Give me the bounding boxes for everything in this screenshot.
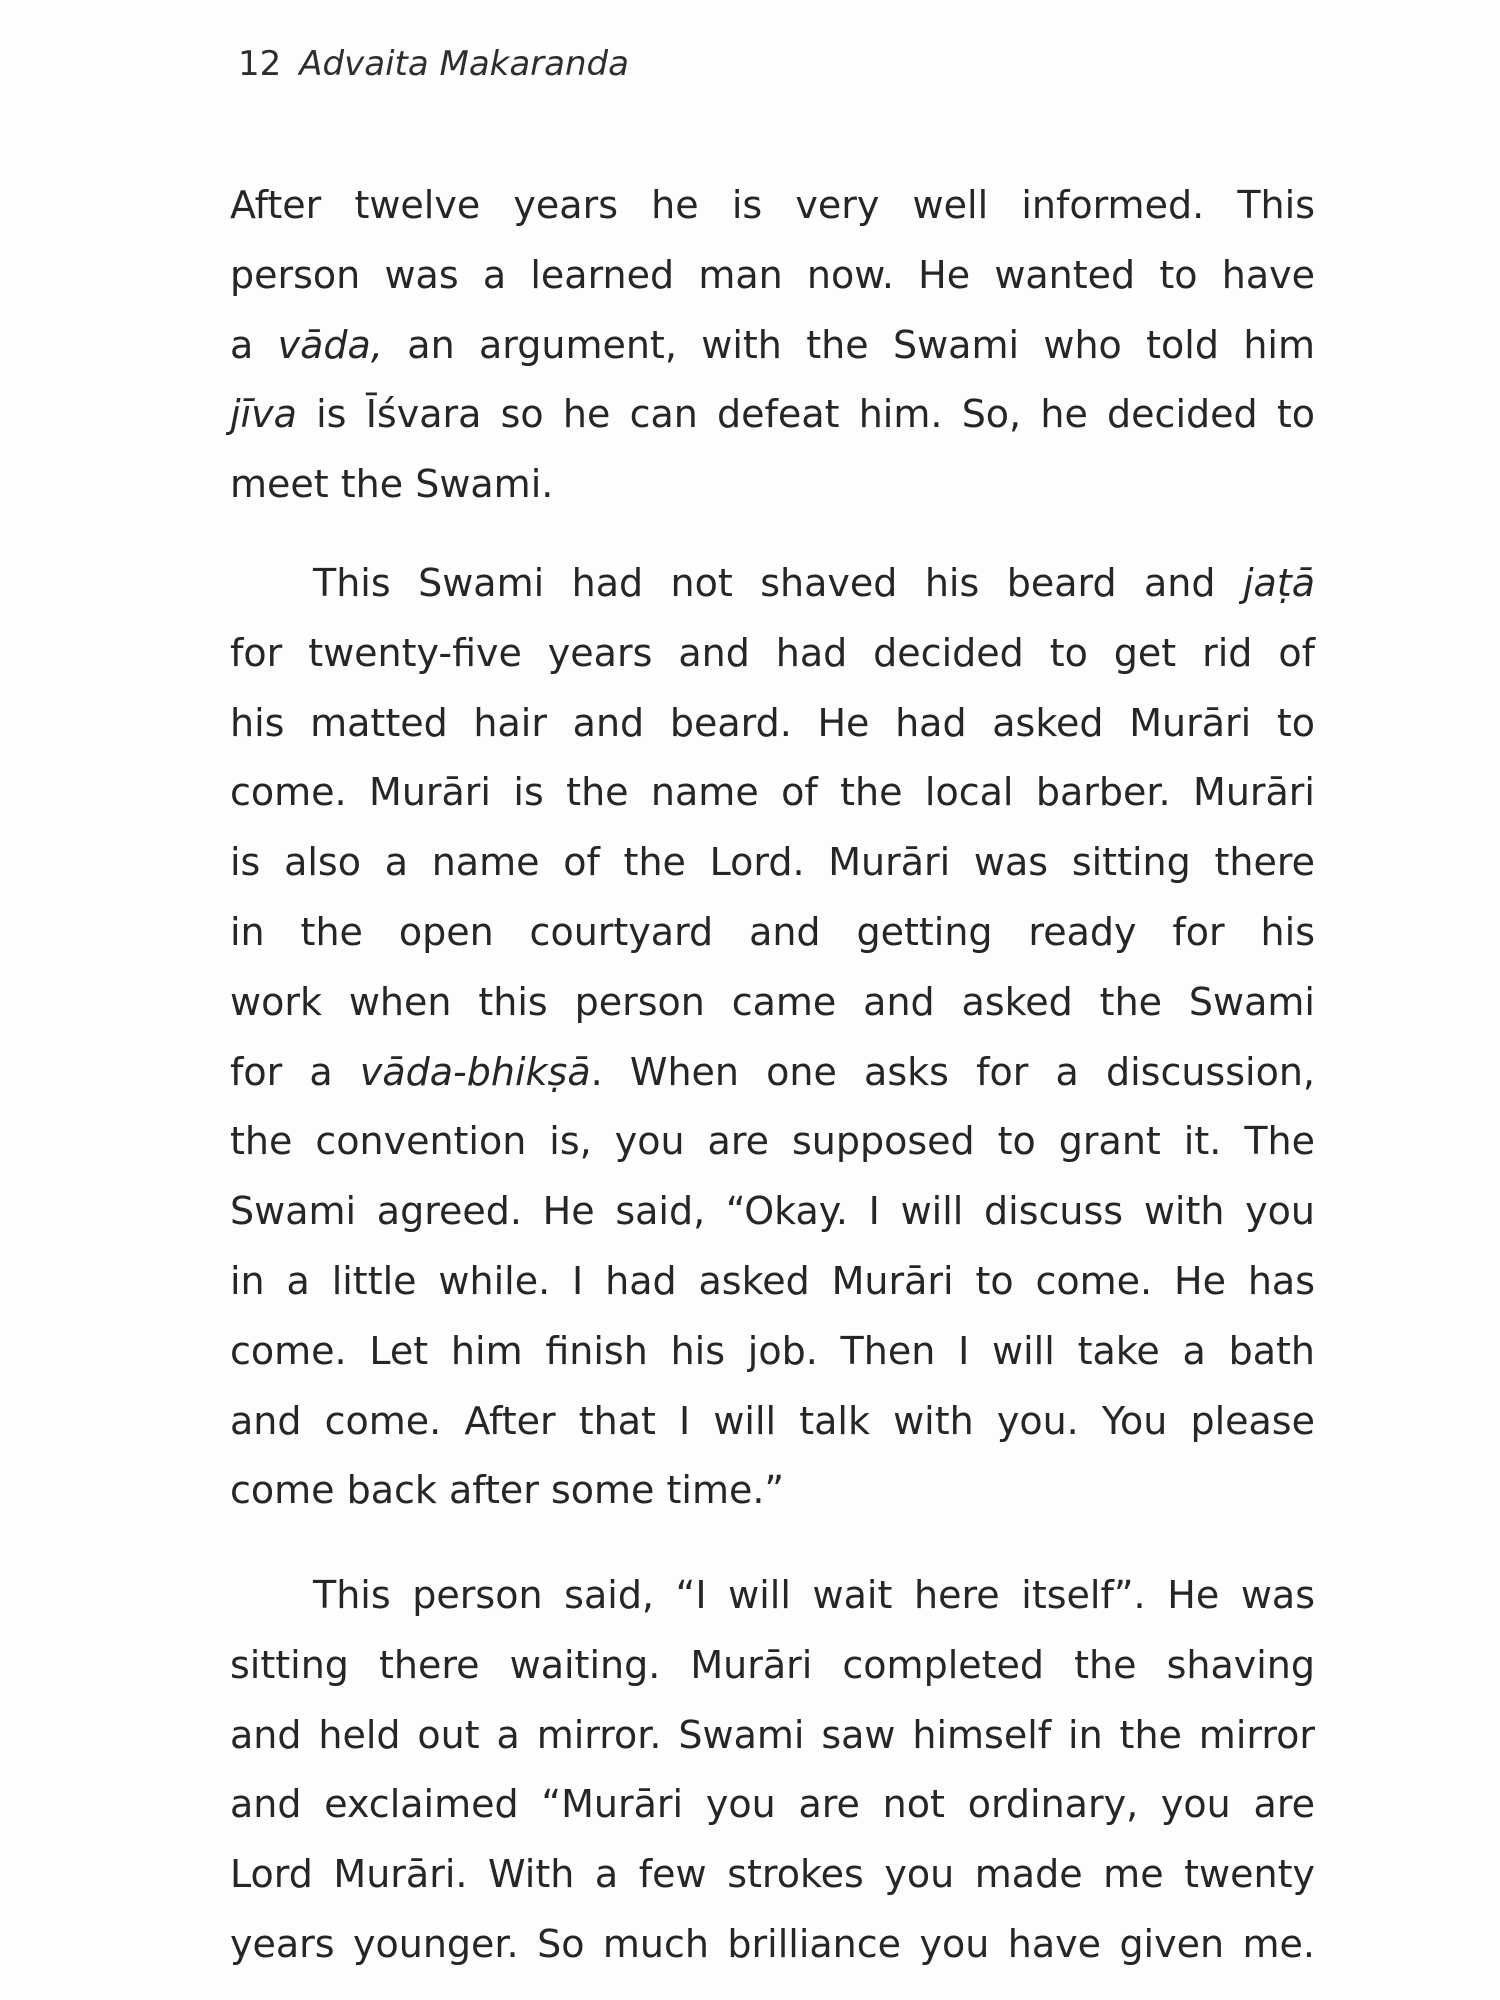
text-run: a [230, 323, 278, 367]
text-run: and come. After that I will talk with you. You please [230, 1399, 1315, 1443]
running-head [238, 44, 629, 84]
text-line [230, 1256, 1315, 1306]
text-run: . When one asks for a discussion, [590, 1050, 1315, 1094]
text-run: This Swami had not shaved his beard and [313, 561, 1243, 605]
text-run: Swami agreed. He said, “Okay. I will discuss with you [230, 1189, 1315, 1233]
text-run: and exclaimed “Murāri you are not ordinary, you are [230, 1782, 1315, 1826]
text-line [230, 1710, 1315, 1760]
text-run: come. Let him finish his job. Then I will take a bath [230, 1329, 1315, 1373]
text-run: meet the Swami. [230, 462, 554, 506]
text-line [230, 1465, 784, 1515]
text-run: the convention is, you are supposed to grant it. The [230, 1119, 1315, 1163]
text-line [230, 1849, 1315, 1899]
text-line [313, 558, 1315, 608]
text-line [230, 977, 1315, 1027]
text-line [313, 1570, 1315, 1620]
text-line [230, 250, 1315, 300]
text-line [230, 1326, 1315, 1376]
italic-term: vāda-bhikṣā [359, 1050, 591, 1094]
text-line [230, 459, 553, 509]
text-run: Lord Murāri. With a few strokes you made me twenty [230, 1852, 1315, 1896]
text-run: for a [230, 1050, 360, 1094]
text-run: is Īśvara so he can defeat him. So, he decided to [296, 392, 1315, 436]
text-line [230, 1396, 1315, 1446]
text-line [230, 1640, 1315, 1690]
text-line [230, 1779, 1315, 1829]
text-run: sitting there waiting. Murāri completed the shaving [230, 1643, 1315, 1687]
text-line [230, 837, 1315, 887]
italic-term: jīva [230, 392, 297, 436]
text-line [230, 1116, 1315, 1166]
text-run: come back after some time.” [230, 1468, 785, 1512]
text-run: After twelve years he is very well informed. This [230, 183, 1315, 227]
text-run: an argument, with the Swami who told him [382, 323, 1315, 367]
text-line [230, 767, 1315, 817]
text-run: years younger. So much brilliance you have given me. [230, 1922, 1315, 1966]
text-run: in a little while. I had asked Murāri to come. He has [230, 1259, 1315, 1303]
italic-term: jaṭā [1242, 561, 1315, 605]
text-line [230, 1186, 1315, 1236]
text-run: and held out a mirror. Swami saw himself in the mirror [230, 1713, 1315, 1757]
text-run: person was a learned man now. He wanted to have [230, 253, 1315, 297]
text-run: for twenty-five years and had decided to get rid of [230, 631, 1315, 675]
text-run: This person said, “I will wait here itself”. He was [313, 1573, 1315, 1617]
page-number: 12 [238, 44, 282, 84]
text-line [230, 698, 1315, 748]
text-line [230, 320, 1315, 370]
text-run: is also a name of the Lord. Murāri was sitting there [230, 840, 1315, 884]
text-line [230, 628, 1315, 678]
text-run: come. Murāri is the name of the local barber. Murāri [230, 770, 1315, 814]
italic-term: vāda, [277, 323, 383, 367]
text-run: work when this person came and asked the Swami [230, 980, 1315, 1024]
text-line [230, 389, 1315, 439]
book-title: Advaita Makaranda [299, 44, 629, 84]
text-line [230, 907, 1315, 957]
text-run: in the open courtyard and getting ready for his [230, 910, 1315, 954]
text-run: his matted hair and beard. He had asked Murāri to [230, 701, 1315, 745]
text-line [230, 1047, 1315, 1097]
text-line [230, 1919, 1315, 1969]
text-line [230, 180, 1315, 230]
